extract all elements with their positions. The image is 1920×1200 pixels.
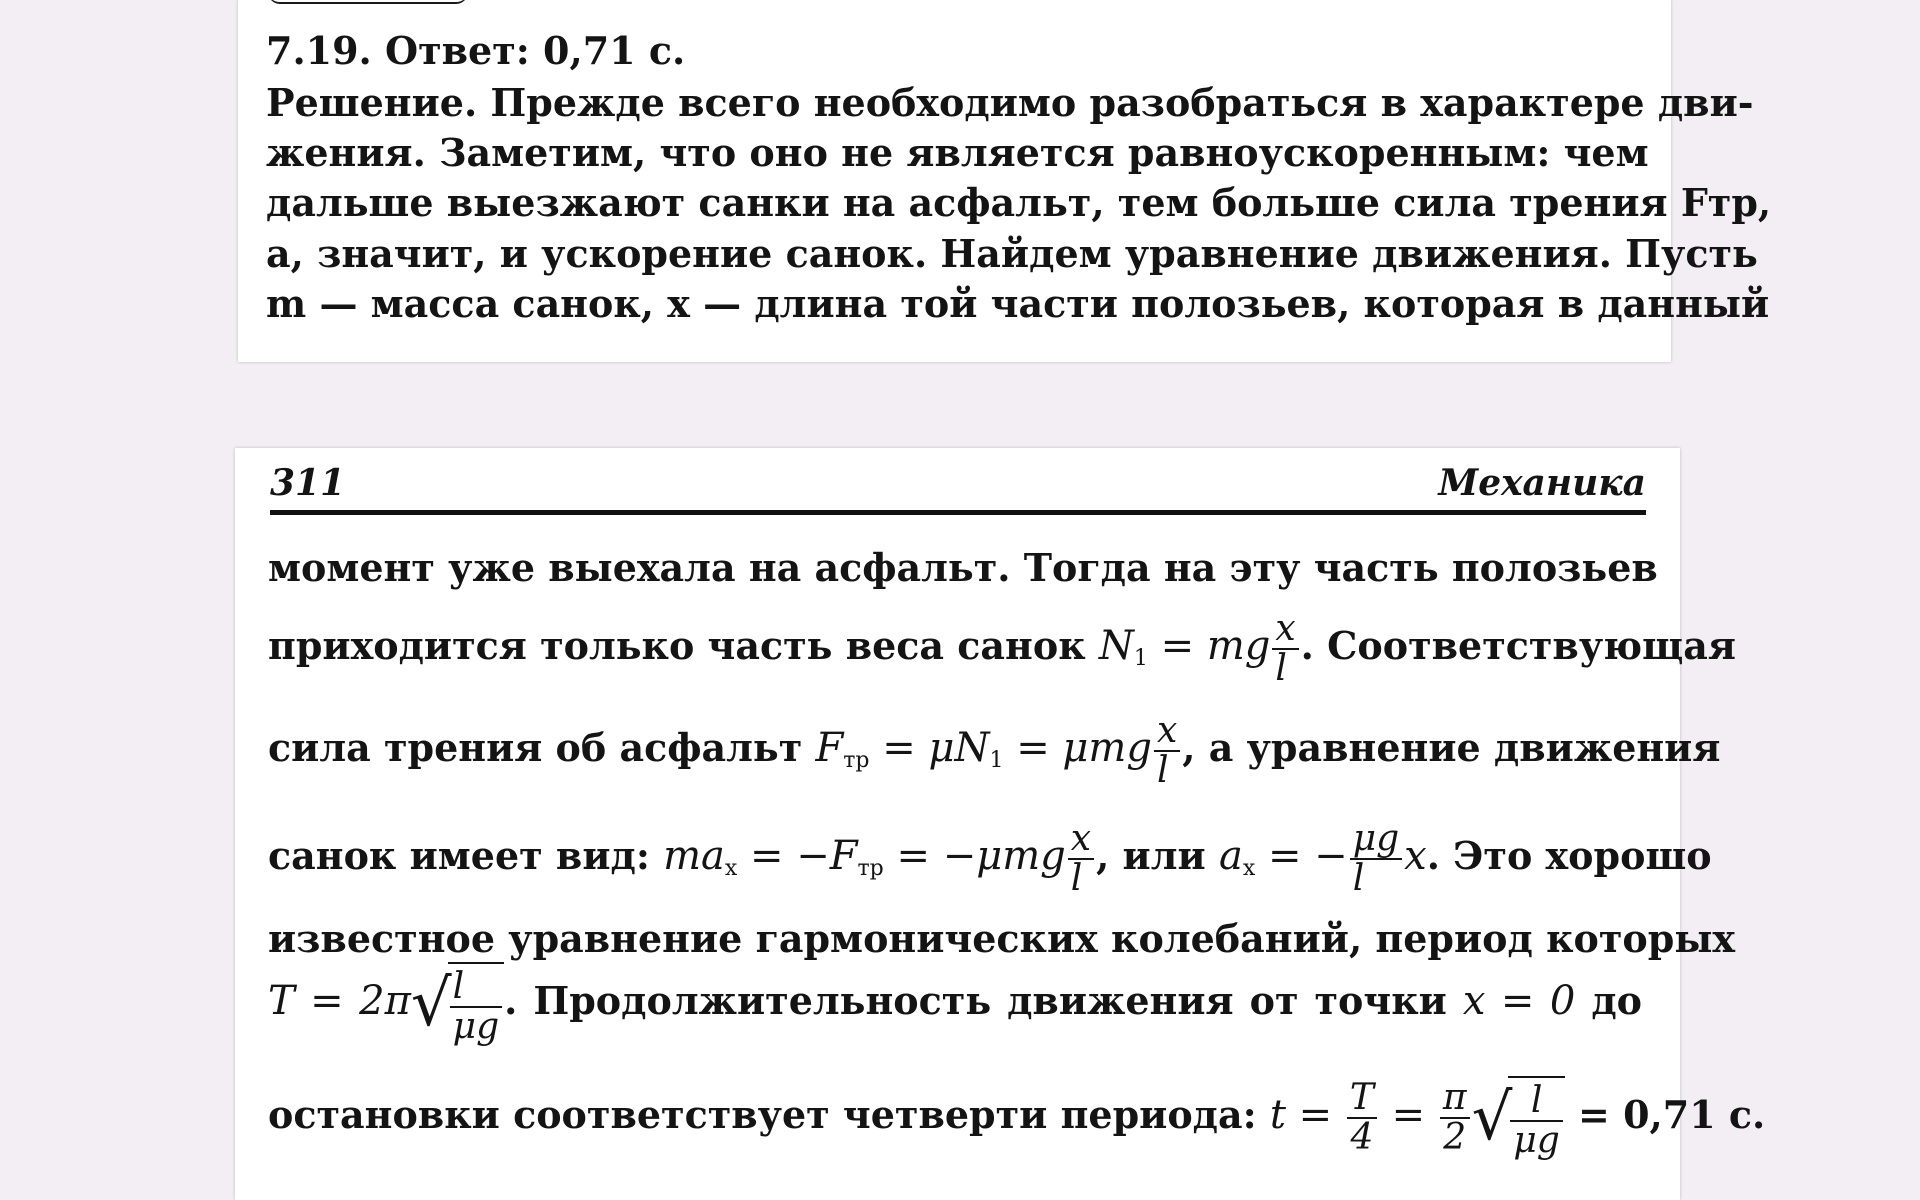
fraction-denominator: μg — [450, 1006, 502, 1046]
radicand — [448, 962, 504, 1046]
math-symbol: a — [1218, 832, 1243, 879]
fraction-numerator: x — [1156, 710, 1178, 751]
page-fragment-mark — [268, 0, 468, 4]
text-line: известное уравнение гармонических колебаний, период которых — [268, 916, 1736, 961]
header-rule — [270, 510, 1646, 515]
text-line: m — масса санок, x — длина той части полозьев, которая в данный — [266, 281, 1770, 326]
math-subscript: тр — [843, 747, 870, 773]
math-symbol: = − — [1267, 832, 1348, 879]
text-fragment: остановки соответствует четверти периода: — [268, 1091, 1257, 1137]
answer-value: = 0,71 с. — [1578, 1091, 1766, 1137]
math-subscript: 1 — [1133, 645, 1148, 671]
text-line-formula — [268, 710, 1721, 791]
fraction — [1068, 820, 1094, 898]
math-symbol: = −F — [750, 832, 858, 879]
fraction-numerator: l — [1530, 1080, 1543, 1121]
text-line: Решение. Прежде всего необходимо разобраться в характере дви- — [266, 80, 1754, 125]
text-line-formula — [268, 1076, 1766, 1161]
fraction — [1440, 1079, 1470, 1157]
fraction-numerator: x — [1275, 608, 1296, 649]
fraction-denominator: l — [1068, 858, 1094, 898]
page-number: 311 — [270, 462, 346, 504]
math-symbol: T = 2π — [268, 977, 411, 1024]
formula-x0: x = 0 — [1462, 977, 1576, 1024]
fraction-denominator: μg — [1510, 1120, 1562, 1160]
text-line: жения. Заметим, что оно не является равноускоренным: чем — [266, 130, 1649, 175]
math-symbol: ma — [663, 832, 725, 879]
text-line-formula — [268, 962, 1642, 1046]
fraction-denominator: l — [1154, 750, 1180, 790]
text-line: дальше выезжают санки на асфальт, тем больше сила трения Fтр, — [266, 180, 1772, 225]
text-fragment: приходится только часть веса санок — [268, 622, 1086, 668]
fraction-denominator: l — [1350, 858, 1402, 898]
text-fragment: . Соответствующая — [1300, 622, 1736, 668]
math-subscript: тр — [857, 855, 884, 881]
fraction-denominator: 4 — [1347, 1117, 1377, 1157]
math-symbol: t = — [1269, 1091, 1333, 1138]
fraction-numerator: π — [1442, 1077, 1467, 1118]
text-line: а, значит, и ускорение санок. Найдем уравнение движения. Пусть — [266, 231, 1758, 276]
section-title: Механика — [1438, 462, 1646, 504]
fraction — [450, 968, 502, 1046]
text-fragment: до — [1591, 977, 1643, 1023]
math-symbol: = — [1391, 1091, 1426, 1138]
math-symbol: N — [1098, 622, 1134, 669]
fraction-numerator: μg — [1352, 818, 1400, 859]
fraction-denominator: l — [1272, 648, 1298, 688]
math-symbol: = mg — [1160, 622, 1271, 669]
sqrt-icon: √ — [410, 966, 452, 1041]
fraction — [1350, 820, 1402, 898]
text-fragment: . Продолжительность движения от точки — [504, 977, 1447, 1023]
text-fragment: санок имеет вид: — [268, 832, 650, 878]
formula-acceleration — [1218, 818, 1427, 899]
running-head — [270, 462, 1646, 510]
answer-heading: 7.19. Ответ: 0,71 с. — [266, 28, 686, 73]
radicand — [1508, 1076, 1564, 1160]
text-line-formula — [268, 608, 1736, 689]
math-subscript: x — [1242, 855, 1256, 881]
text-fragment: . Это хорошо — [1426, 832, 1712, 878]
fraction — [1272, 610, 1298, 688]
fraction — [1510, 1082, 1562, 1160]
text-line: момент уже выехала на асфальт. Тогда на эту часть полозьев — [268, 545, 1658, 590]
fraction-numerator: l — [452, 966, 465, 1007]
text-fragment: сила трения об асфальт — [268, 724, 803, 770]
fraction-denominator: 2 — [1440, 1117, 1470, 1157]
formula-friction — [815, 710, 1183, 791]
math-symbol: F — [815, 724, 844, 771]
text-fragment: , а уравнение движения — [1182, 724, 1721, 770]
sqrt-icon: √ — [1471, 1080, 1513, 1155]
math-symbol: = μN — [882, 724, 990, 771]
text-line-formula — [268, 818, 1712, 899]
math-symbol: = μmg — [1016, 724, 1152, 771]
math-subscript: 1 — [989, 747, 1004, 773]
math-symbol: x — [1404, 832, 1427, 879]
fraction — [1347, 1079, 1377, 1157]
fraction — [1154, 712, 1180, 790]
fraction-numerator: T — [1349, 1077, 1374, 1118]
formula-n1 — [1098, 608, 1301, 689]
math-subscript: x — [724, 855, 738, 881]
fraction-numerator: x — [1070, 818, 1092, 859]
text-fragment: , или — [1096, 832, 1206, 878]
formula-motion — [663, 818, 1096, 899]
math-symbol: = −μmg — [896, 832, 1066, 879]
